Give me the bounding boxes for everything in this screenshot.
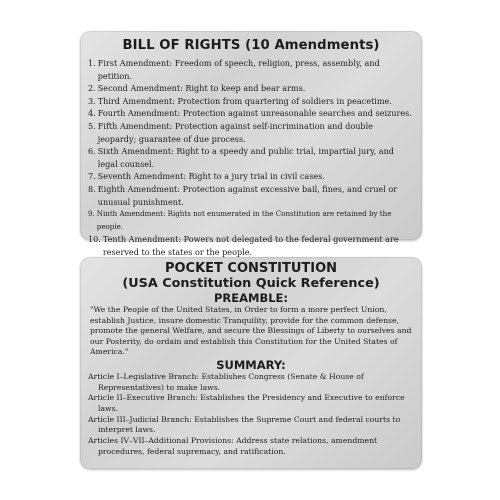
- amendment-item: [88, 95, 414, 108]
- amendment-item: [88, 208, 414, 233]
- preamble-heading: PREAMBLE:: [213, 291, 289, 305]
- amendment-text: Third Amendment: Protection from quartering of soldiers in peacetime.: [97, 95, 392, 106]
- amendment-item: [88, 82, 414, 95]
- amendment-number: 7.: [88, 171, 96, 182]
- amendment-number: 1.: [88, 58, 96, 68]
- amendment-number: 6.: [88, 146, 96, 157]
- amendment-item: [88, 107, 414, 120]
- amendment-list: [88, 57, 414, 259]
- summary-list: [88, 372, 414, 458]
- amendment-number: 2.: [88, 83, 96, 94]
- summary-item: Article II–Executive Branch: Establishes the Presidency and Executive to enforce laws.: [88, 393, 405, 414]
- bill-of-rights-card: [80, 31, 422, 257]
- amendment-text: Sixth Amendment: Right to a speedy and public trial, impartial jury, and legal counsel.: [97, 146, 394, 169]
- amendment-number: 3.: [88, 95, 96, 106]
- amendment-text: Second Amendment: Right to keep and bear arms.: [97, 83, 306, 94]
- pocket-constitution-card: [80, 257, 422, 469]
- pocket-constitution-title: POCKET CONSTITUTION: [164, 261, 338, 276]
- amendment-item: [88, 120, 414, 145]
- preamble-text: "We the People of the United States, in Order to form a more perfect Union, establish Justice, insure domestic Tranquility, provide for the common defense, promote the general Welfare, and secure the Blessings of Liberty to ourselves and our Posterity, do ordain and establish this Constitution for the United States of America.": [90, 305, 412, 357]
- amendment-text: Seventh Amendment: Right to a jury trial in civil cases.: [97, 171, 325, 182]
- amendment-text: Eighth Amendment: Protection against excessive bail, fines, and cruel or unusual punishment.: [97, 183, 398, 207]
- amendment-number: 8.: [88, 183, 96, 194]
- summary-item: Article III–Judicial Branch: Establishes the Supreme Court and federal courts to interpret laws.: [88, 414, 401, 435]
- amendment-text: Ninth Amendment: Rights not enumerated in the Constitution are retained by the people.: [96, 209, 392, 231]
- summary-item: Article I–Legislative Branch: Establishes Congress (Senate & House of Representatives) to make laws.: [88, 371, 364, 392]
- amendment-number: 5.: [88, 120, 96, 131]
- bill-of-rights-title: BILL OF RIGHTS (10 Amendments): [122, 38, 380, 53]
- amendment-number: 4.: [88, 108, 96, 119]
- summary-heading: SUMMARY:: [216, 357, 286, 372]
- amendment-number: 10.: [88, 234, 101, 245]
- amendment-item: [88, 183, 414, 208]
- pocket-constitution-subtitle: (USA Constitution Quick Reference): [122, 276, 380, 291]
- amendment-item: [88, 57, 414, 82]
- amendment-text: Tenth Amendment: Powers not delegated to the federal government are reserved to the states or the people.: [102, 234, 399, 257]
- summary-item: Articles IV–VII–Additional Provisions: Address state relations, amendment procedures, federal supremacy, and ratification.: [88, 436, 378, 456]
- amendment-item: [88, 170, 414, 183]
- amendment-text: First Amendment: Freedom of speech, religion, press, assembly, and petition.: [97, 58, 380, 81]
- amendment-text: Fourth Amendment: Protection against unreasonable searches and seizures.: [97, 108, 412, 119]
- amendment-text: Fifth Amendment: Protection against self-incrimination and double jeopardy; guarantee of due process.: [97, 120, 373, 144]
- amendment-number: 9.: [88, 209, 95, 219]
- amendment-item: [88, 233, 414, 258]
- amendment-item: [88, 145, 414, 170]
